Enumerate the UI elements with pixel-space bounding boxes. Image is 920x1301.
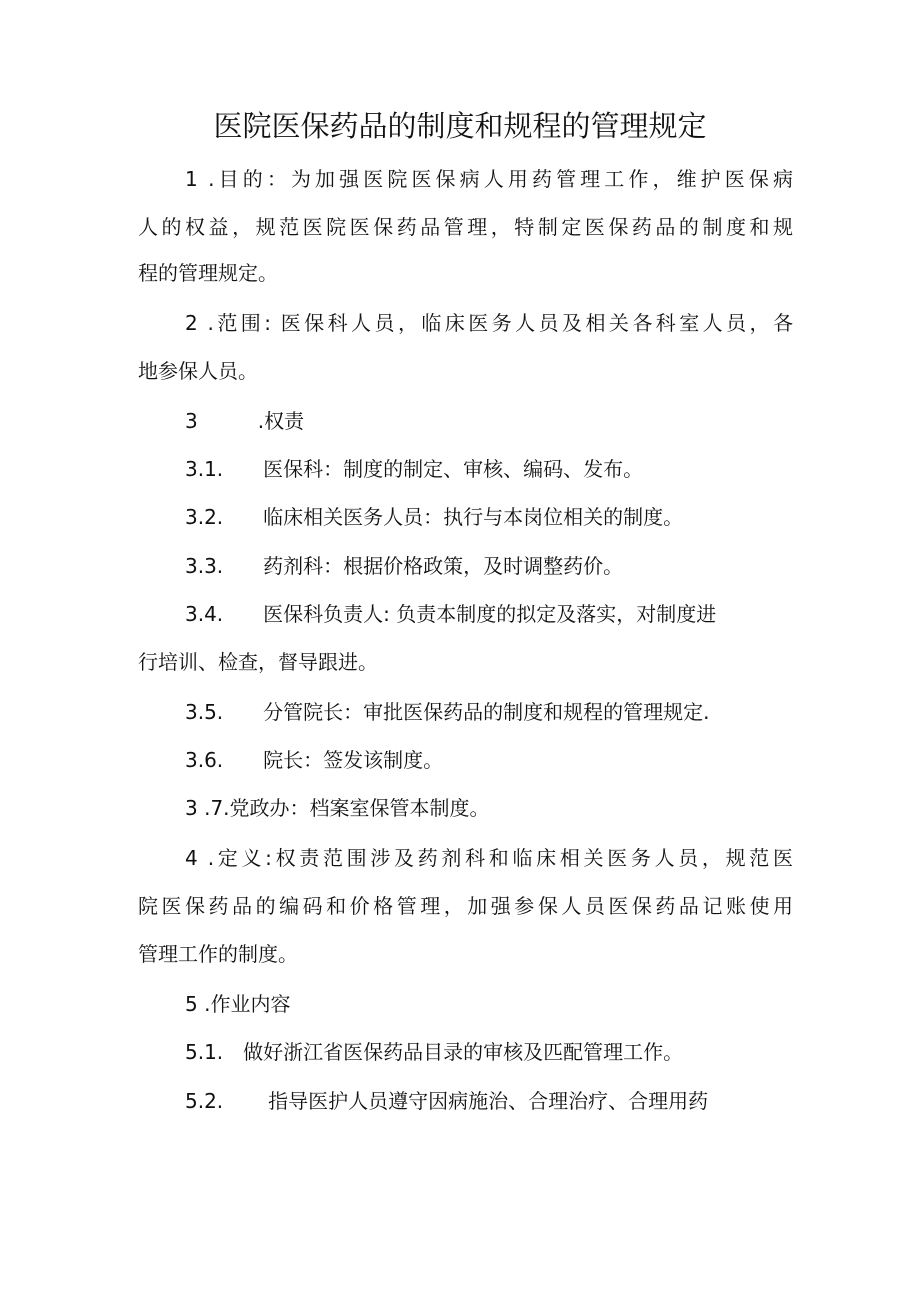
section-3-4-number: 3.4.	[185, 602, 224, 626]
section-3-7: 3 .7.党政办：档案室保管本制度。	[185, 796, 490, 820]
section-3-2	[185, 502, 793, 532]
section-5-1-number: 5.1.	[185, 1040, 224, 1064]
document-title: 医院医保药品的制度和规程的管理规定	[213, 109, 707, 143]
section-3-6-text: 院长：签发该制度。	[263, 748, 444, 772]
section-3-1-number: 3.1.	[185, 457, 224, 481]
section-3-3-number: 3.3.	[185, 554, 224, 578]
section-3-5	[185, 697, 793, 727]
section-3-4	[185, 599, 793, 629]
section-2-line-1: 2 .范围: 医保科人员，临床医务人员及相关各科室人员，各	[185, 311, 793, 335]
section-3-6	[185, 745, 793, 775]
section-4-line-2: 院医保药品的编码和价格管理，加强参保人员医保药品记账使用	[138, 894, 793, 918]
section-3-2-text: 临床相关医务人员：执行与本岗位相关的制度。	[263, 505, 684, 529]
section-3-number: 3	[185, 409, 198, 433]
section-3-2-number: 3.2.	[185, 505, 224, 529]
section-3-heading	[185, 406, 793, 436]
section-4-line-3: 管理工作的制度。	[138, 942, 298, 966]
section-3-label: .权责	[257, 409, 305, 433]
section-5-2	[185, 1086, 793, 1116]
section-4-line-1: 4 .定义:权责范围涉及药剂科和临床相关医务人员，规范医	[185, 846, 793, 870]
section-3-1-text: 医保科：制度的制定、审核、编码、发布。	[263, 457, 644, 481]
section-3-6-number: 3.6.	[185, 748, 224, 772]
section-5-1	[185, 1037, 793, 1067]
section-5-2-number: 5.2.	[185, 1089, 224, 1113]
section-5-2-text: 指导医护人员遵守因病施治、合理治疗、合理用药	[268, 1089, 709, 1113]
section-1-line-3: 程的管理规定。	[138, 261, 278, 285]
section-5-1-text: 做好浙江省医保药品目录的审核及匹配管理工作。	[243, 1040, 684, 1064]
section-5-heading: 5 .作业内容	[185, 992, 291, 1016]
section-1-line-1: 1 .目的：为加强医院医保病人用药管理工作，维护医保病	[185, 167, 793, 191]
section-3-5-text: 分管院长：审批医保药品的制度和规程的管理规定.	[263, 700, 710, 724]
section-3-4-line-2: 行培训、检查，督导跟进。	[138, 650, 378, 674]
section-3-3	[185, 551, 793, 581]
section-3-5-number: 3.5.	[185, 700, 224, 724]
section-3-4-text: 医保科负责人: 负责本制度的拟定及落实，对制度进	[263, 602, 717, 626]
section-3-1	[185, 454, 793, 484]
section-2-line-2: 地参保人员。	[138, 359, 258, 383]
section-1-line-2: 人的权益，规范医院医保药品管理，特制定医保药品的制度和规	[138, 215, 793, 239]
section-3-3-text: 药剂科：根据价格政策，及时调整药价。	[263, 554, 624, 578]
